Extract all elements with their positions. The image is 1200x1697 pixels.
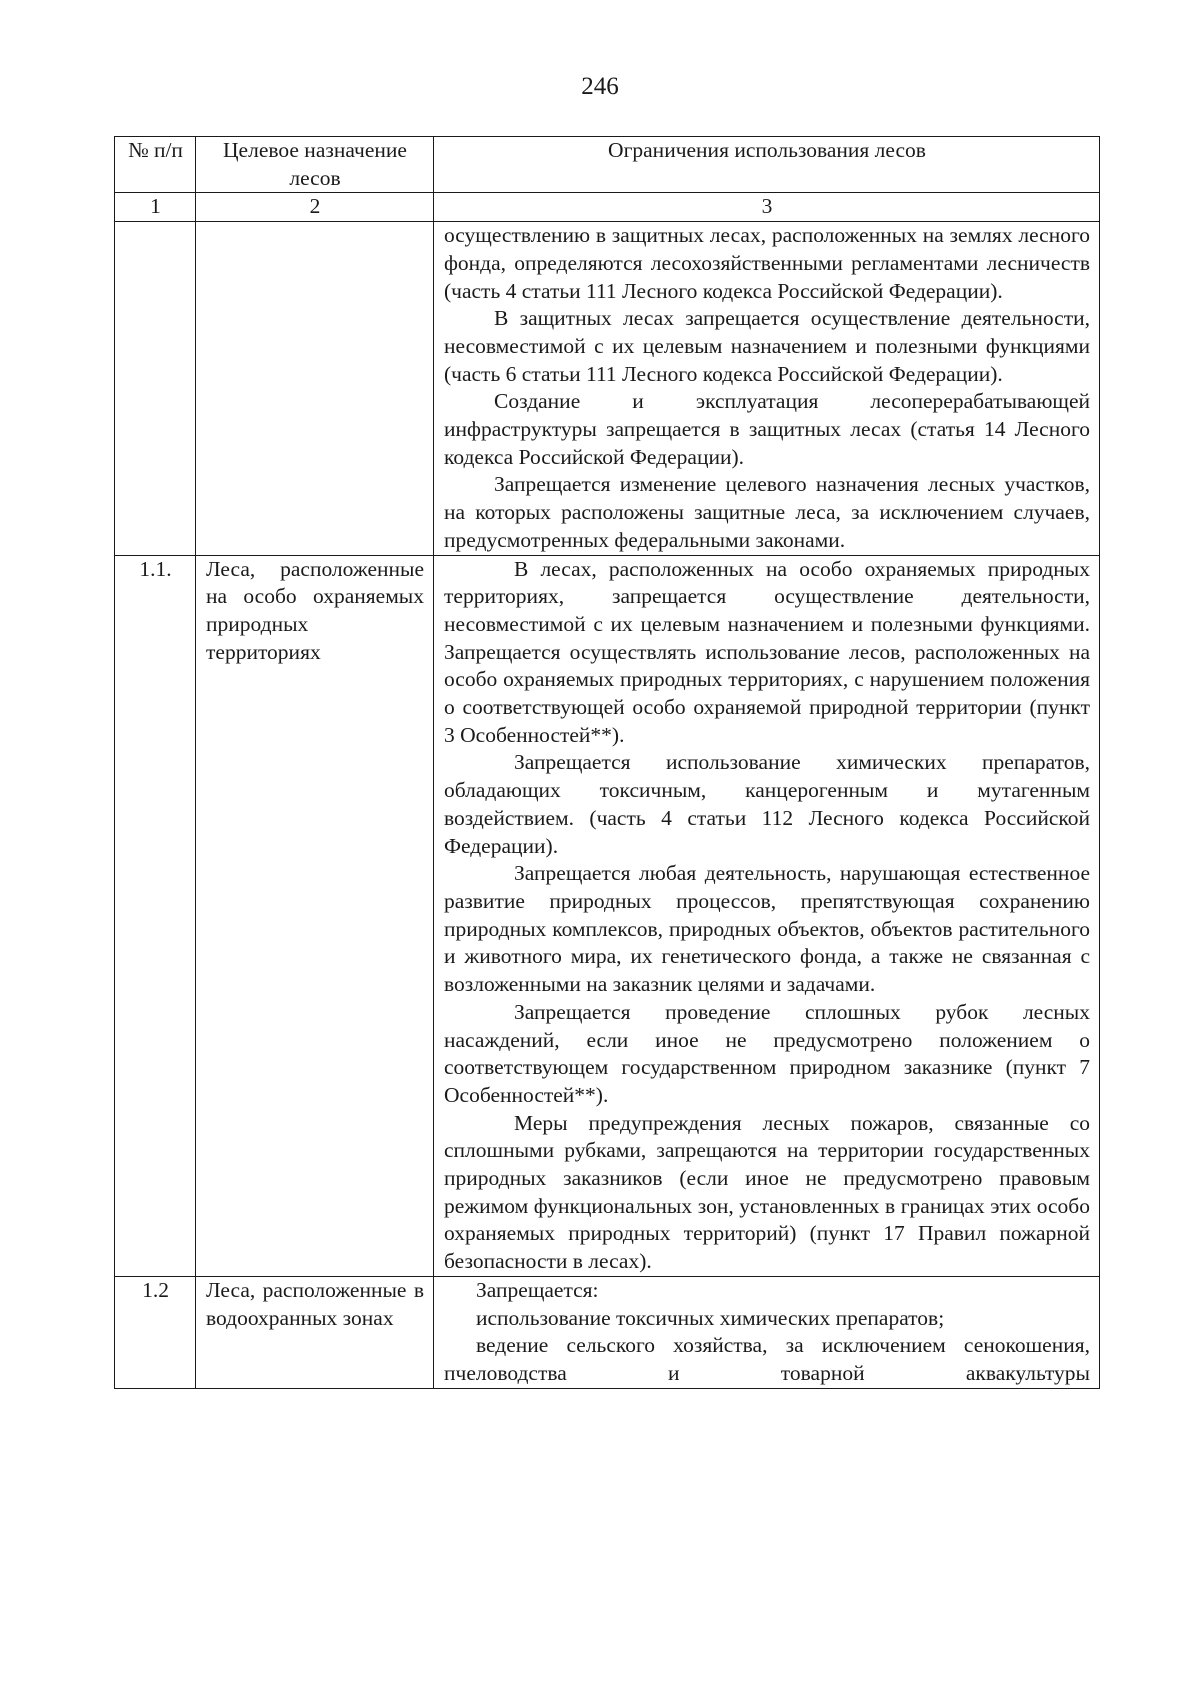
column-number: 1 xyxy=(115,193,196,222)
restriction-paragraph: В лесах, расположенных на особо охраняемых природных территориях, запрещается осуществление деятельности, несовместимой с их целевым назначением и полезными функциями. Запрещается осуществлять использование лесов, расположенных на особо охраняемых природных территориях, с нарушением положения о соответствующей особо охраняемой природной территории (пункт 3 Особенностей**). xyxy=(444,556,1090,747)
row-num: 1.1. xyxy=(115,555,196,1276)
row-restrictions xyxy=(434,1276,1100,1388)
table-row xyxy=(115,222,1100,555)
row-purpose: Леса, расположенные на особо охраняемых природных территориях xyxy=(196,555,434,1276)
header-purpose: Целевое назначение лесов xyxy=(196,137,434,193)
header-restrictions: Ограничения использования лесов xyxy=(434,137,1100,193)
header-num: № п/п xyxy=(115,137,196,193)
row-purpose xyxy=(196,222,434,555)
column-number: 2 xyxy=(196,193,434,222)
restriction-paragraph: осуществлению в защитных лесах, расположенных на землях лесного фонда, определяются лесохозяйственными регламентами лесничеств (часть 4 статьи 111 Лесного кодекса Российской Федерации). xyxy=(444,223,1090,303)
restriction-paragraph: использование токсичных химических препаратов; xyxy=(476,1305,945,1330)
row-restrictions xyxy=(434,222,1100,555)
restriction-paragraph: Создание и эксплуатация лесоперерабатывающей инфраструктуры запрещается в защитных лесах (статья 14 Лесного кодекса Российской Федерации). xyxy=(444,389,1090,469)
restriction-paragraph: В защитных лесах запрещается осуществление деятельности, несовместимой с их целевым назначением и полезными функциями (часть 6 статьи 111 Лесного кодекса Российской Федерации). xyxy=(444,306,1090,386)
restriction-paragraph: Меры предупреждения лесных пожаров, связанные со сплошными рубками, запрещаются на территории государственных природных заказников (если иное не предусмотрено правовым режимом функциональных зон, установленных в границах этих особо охраняемых природных территорий) (пункт 17 Правил пожарной безопасности в лесах). xyxy=(444,1110,1090,1274)
column-number-row xyxy=(115,193,1100,222)
row-restrictions xyxy=(434,555,1100,1276)
table-header-row xyxy=(115,137,1100,193)
page-number: 246 xyxy=(581,73,619,100)
row-purpose: Леса, расположенные в водоохранных зонах xyxy=(196,1276,434,1388)
restriction-paragraph: Запрещается использование химических препаратов, обладающих токсичным, канцерогенным и мутагенным воздействием. (часть 4 статьи 112 Лесного кодекса Российской Федерации). xyxy=(444,750,1090,858)
table-row xyxy=(115,1276,1100,1388)
table-row xyxy=(115,555,1100,1276)
row-num: 1.2 xyxy=(115,1276,196,1388)
restriction-paragraph: Запрещается изменение целевого назначения лесных участков, на которых расположены защитные леса, за исключением случаев, предусмотренных федеральными законами. xyxy=(444,472,1090,552)
restrictions-table xyxy=(114,136,1100,1389)
restriction-paragraph: Запрещается проведение сплошных рубок лесных насаждений, если иное не предусмотрено положением о соответствующем государственном природном заказнике (пункт 7 Особенностей**). xyxy=(444,999,1090,1107)
restriction-paragraph: Запрещается любая деятельность, нарушающая естественное развитие природных процессов, препятствующая сохранению природных комплексов, природных объектов, объектов растительного и животного мира, их генетического фонда, а также не связанная с возложенными на заказник целями и задачами. xyxy=(444,861,1090,997)
restriction-paragraph: Запрещается: xyxy=(476,1277,599,1302)
column-number: 3 xyxy=(434,193,1100,222)
restriction-paragraph: ведение сельского хозяйства, за исключением сенокошения, пчеловодства и товарной аквакультуры xyxy=(444,1333,1090,1385)
row-num xyxy=(115,222,196,555)
